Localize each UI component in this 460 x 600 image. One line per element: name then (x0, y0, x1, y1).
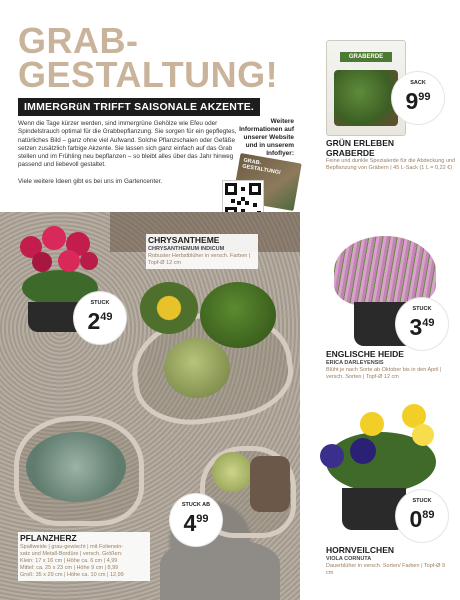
hornveilchen-price-cents: 89 (422, 509, 435, 521)
chrysanthemum-price (87, 308, 112, 334)
heide-price-main: 3 (409, 314, 423, 340)
pflanzherz-price (183, 510, 208, 536)
flower (58, 250, 80, 272)
pflanzherz-price-badge (170, 494, 222, 546)
heide-desc: Blüht je nach Sorte ab Oktober bis in den April | versch. Sorten | Topf-Ø 12 cm (326, 366, 442, 380)
heide-price-label: STUCK (412, 306, 432, 312)
graberde-price-label: SACK (410, 80, 426, 86)
stone (160, 540, 280, 600)
title-line-1: GRAB- (18, 20, 139, 61)
page-title (18, 20, 288, 95)
pflanzherz-size-medium: Mittel: ca. 25 x 23 cm | Höhe 9 cm | 8,99 (20, 564, 119, 571)
graberde-name-1: GRÜN ERLEBEN (326, 138, 395, 148)
heide-latin: ERICA DARLEYENSIS (326, 359, 384, 366)
hornveilchen-price-badge (396, 490, 448, 542)
graberde-price-cents: 99 (418, 91, 431, 103)
pflanzherz-price-main: 4 (183, 510, 197, 536)
info-label: Weitere Informationen auf unserer Website und in unserem Infoflyer: (239, 118, 294, 157)
chrysanthemum-price-badge (74, 292, 126, 344)
flower (412, 424, 434, 446)
small-succulent (212, 452, 252, 492)
flower (320, 444, 344, 468)
graberde-info (326, 139, 456, 172)
pflanzherz-desc-2: satz und Metall-Bordüre | versch. Größen: (20, 550, 123, 557)
intro-paragraph-2: Viele weitere Ideen gibt es bei uns im Gartencenter. (18, 177, 163, 185)
bark-pieces (250, 456, 290, 512)
subtitle-banner: IMMERGRüN TRIFFT SAISONALE AKZENTE. (18, 98, 260, 116)
hornveilchen-name: HORNVEILCHEN (326, 545, 395, 555)
intro-text (18, 120, 248, 194)
flower (42, 226, 66, 250)
heather-blossoms (334, 236, 436, 306)
chrysanthemum-desc: Robuster Herbstblüher in versch. Farben | Topf-Ø 12 cm (148, 252, 251, 266)
flower (80, 252, 98, 270)
heide-info (326, 350, 456, 381)
hornveilchen-latin: VIOLA CORNUTA (326, 555, 372, 562)
pflanzherz-info (18, 532, 150, 581)
flower (32, 252, 52, 272)
bag-label: GRABERDE (340, 52, 392, 62)
chrysanthemum-latin: CHRYSANTHEMUM INDICUM (148, 245, 225, 252)
hornveilchen-info (326, 546, 446, 577)
chrysanthemum-name: CHRYSANTHEME (148, 235, 220, 245)
yellow-chrysanthemum (140, 282, 198, 334)
pflanzherz-price-label: STUCK AB (181, 502, 211, 508)
green-groundcover (164, 338, 230, 398)
heide-price-cents: 49 (422, 317, 435, 329)
graberde-price-main: 9 (405, 88, 419, 114)
booklet-title: GRAB-GESTALTUNG! (241, 157, 282, 177)
chrysanthemum-price-main: 2 (87, 308, 101, 334)
succulents (26, 432, 126, 502)
graberde-price (405, 88, 430, 114)
hornveilchen-desc: Dauerblüher in versch. Sorten/ Farben | Topf-Ø 9 cm (326, 562, 446, 576)
heide-price-badge (396, 298, 448, 350)
conifer-shrub (200, 282, 276, 348)
chrysanthemum-price-label: STUCK (90, 300, 110, 306)
chrysanthemum-price-cents: 49 (100, 311, 113, 323)
pflanzherz-name: PFLANZHERZ (20, 533, 77, 543)
intro-paragraph-1: Wenn die Tage kürzer werden, sind immergrüne Gehölze wie Efeu oder Spindelstrauch optimal für die Grabbepflanzung. Sie sorgen für ein gepflegtes, natürliches Bild – ganz ohne viel Aufwand. Solche Pflanzschalen oder Gefäße setzen zusätzlich farbige Akzente. Sie lassen sich ganz einfach auf das Grab stellen und im Frühling neu bepflanzen – so bleibt alles über das Jahr hinweg passend und liebevoll gestaltet. (18, 120, 237, 169)
pflanzherz-size-large: Groß: 35 x 29 cm | Höhe ca. 10 cm | 12,99 (20, 571, 124, 578)
heide-price (409, 314, 434, 340)
graberde-desc: Feine und dunkle Spezialerde für die Abdeckung und Bepflanzung von Gräbern | 45 L-Sack (1 L = 0,22 €) (326, 158, 456, 171)
pflanzherz-desc-1: Spaltweide | grau-gewischt | mit Folienein- (20, 543, 124, 550)
pflanzherz-size-small: Klein: 17 x 16 cm | Höhe ca. 6 cm | 4,99 (20, 557, 118, 564)
graberde-name-2: GRABERDE (326, 147, 375, 158)
hornveilchen-price (409, 506, 434, 532)
heide-name: ENGLISCHE HEIDE (326, 349, 404, 359)
flower (360, 412, 384, 436)
title-line-2: GESTALTUNG! (18, 54, 279, 95)
flower (350, 438, 376, 464)
pflanzherz-price-cents: 99 (196, 513, 209, 525)
hornveilchen-price-main: 0 (409, 506, 423, 532)
hornveilchen-price-label: STUCK (412, 498, 432, 504)
chrysanthemum-info (146, 234, 258, 269)
graberde-price-badge (392, 72, 444, 124)
bag-plant-image (334, 70, 398, 126)
